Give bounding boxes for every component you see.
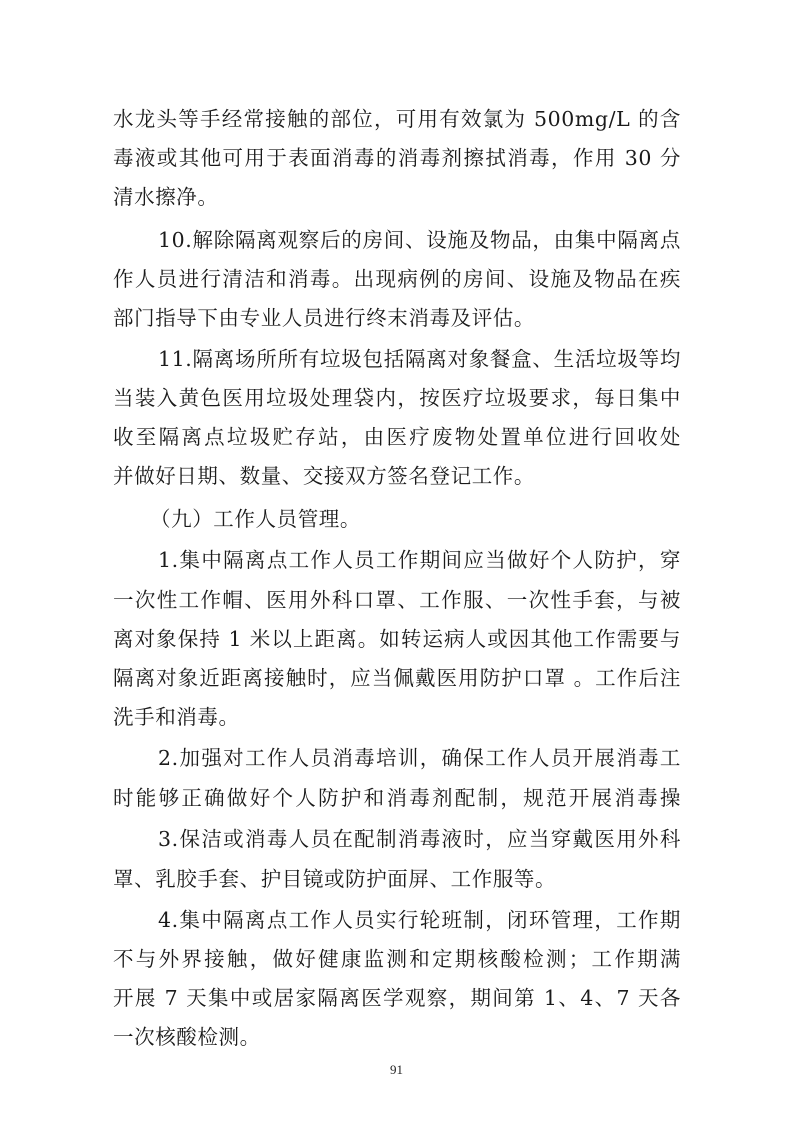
paragraph-line: 隔离对象近距离接触时，应当佩戴医用防护口罩 。工作后注 bbox=[113, 666, 681, 690]
paragraph-line: 开展 7 天集中或居家隔离医学观察，期间第 1、4、7 天各 bbox=[113, 986, 681, 1010]
paragraph-line: 一次性工作帽、医用外科口罩、工作服、一次性手套，与被 bbox=[113, 588, 681, 612]
paragraph-line: 离对象保持 1 米以上距离。如转运病人或因其他工作需要与 bbox=[113, 627, 681, 651]
paragraph-line: 水龙头等手经常接触的部位，可用有效氯为 500mg/L 的含 bbox=[113, 107, 681, 131]
paragraph-line: 10.解除隔离观察后的房间、设施及物品，由集中隔离点 bbox=[158, 228, 681, 252]
paragraph-line: 1.集中隔离点工作人员工作期间应当做好个人防护，穿 bbox=[158, 548, 681, 572]
section-heading: （九）工作人员管理。 bbox=[150, 507, 361, 531]
paragraph-line: 不与外界接触，做好健康监测和定期核酸检测；工作期满 bbox=[113, 947, 681, 971]
paragraph-line: 11.隔离场所所有垃圾包括隔离对象餐盒、生活垃圾等均 bbox=[158, 347, 681, 371]
paragraph-line: 2.加强对工作人员消毒培训，确保工作人员开展消毒工 bbox=[158, 746, 681, 770]
paragraph-line: 3.保洁或消毒人员在配制消毒液时，应当穿戴医用外科 bbox=[158, 827, 681, 851]
paragraph-line: 并做好日期、数量、交接双方签名登记工作。 bbox=[113, 464, 535, 488]
page-number: 91 bbox=[390, 1062, 403, 1077]
paragraph-line: 毒液或其他可用于表面消毒的消毒剂擦拭消毒，作用 30 分 bbox=[113, 146, 681, 170]
paragraph-line: 收至隔离点垃圾贮存站，由医疗废物处置单位进行回收处 bbox=[113, 425, 681, 449]
paragraph-line: 清水擦净。 bbox=[113, 185, 219, 209]
paragraph-line: 部门指导下由专业人员进行终末消毒及评估。 bbox=[113, 306, 535, 330]
paragraph-line: 一次核酸检测。 bbox=[113, 1025, 261, 1049]
paragraph-line: 作人员进行清洁和消毒。出现病例的房间、设施及物品在疾 bbox=[113, 267, 681, 291]
paragraph-line: 罩、乳胶手套、护目镜或防护面屏、工作服等。 bbox=[113, 867, 557, 891]
paragraph-line: 当装入黄色医用垃圾处理袋内，按医疗垃圾要求，每日集中 bbox=[113, 386, 681, 410]
paragraph-line: 4.集中隔离点工作人员实行轮班制，闭环管理，工作期 bbox=[158, 908, 681, 932]
paragraph-line: 洗手和消毒。 bbox=[113, 705, 240, 729]
paragraph-line: 时能够正确做好个人防护和消毒剂配制，规范开展消毒操 bbox=[113, 786, 681, 810]
